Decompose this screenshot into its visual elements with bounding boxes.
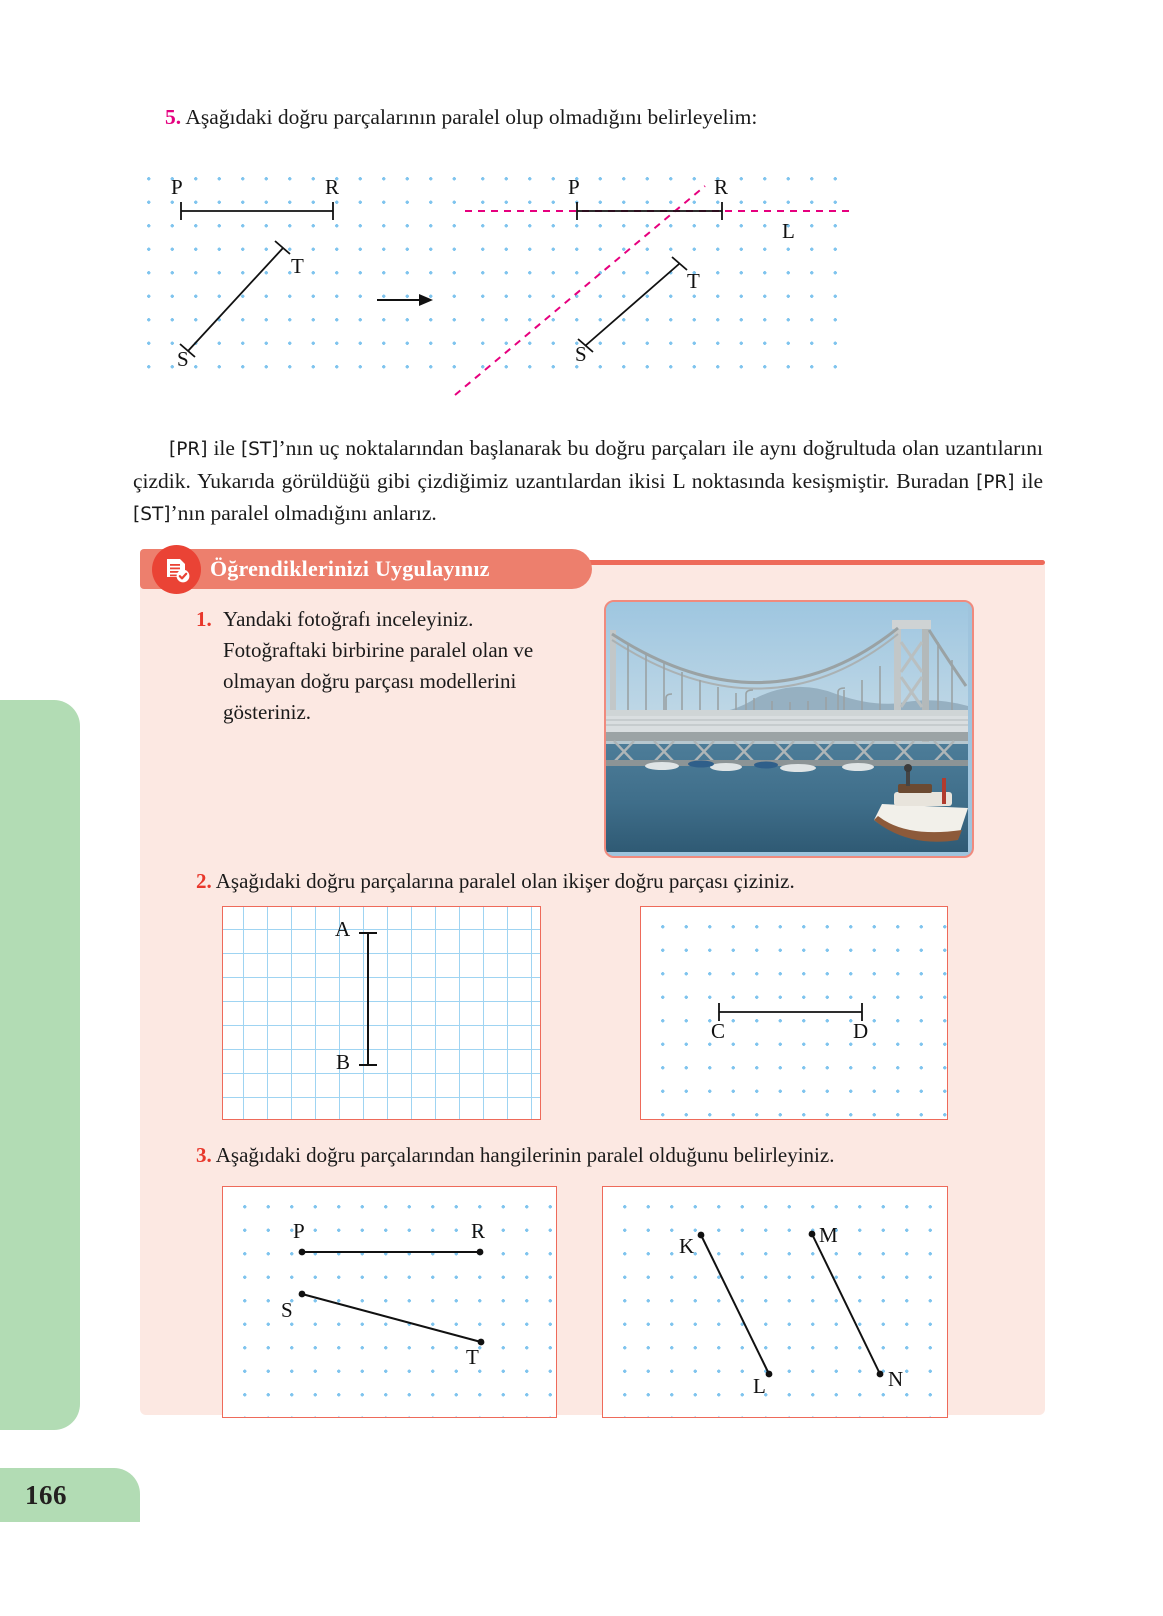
exercise-3-label-L: L xyxy=(753,1374,766,1398)
exercise-3-label-K: K xyxy=(679,1234,695,1258)
activity-item-3 xyxy=(196,1140,996,1171)
exercise-3-left-box[interactable] xyxy=(222,1186,557,1418)
suspension-bridge-photo xyxy=(604,600,974,858)
exercise-3-label-R: R xyxy=(471,1219,486,1243)
side-tab-green xyxy=(0,700,80,1430)
diagram-right-label-S: S xyxy=(575,342,587,366)
diagram-left-dotfield xyxy=(133,163,485,381)
exercise-3-label-P: P xyxy=(293,1219,305,1243)
diagram-left-label-R: R xyxy=(325,175,340,199)
diagram-left-label-P: P xyxy=(171,175,183,199)
question-5-text: Aşağıdaki doğru parçalarının paralel olup olmadığını belirleyelim: xyxy=(185,105,758,129)
explanation-paragraph xyxy=(133,432,1043,530)
exercise-2-label-B: B xyxy=(336,1050,351,1074)
segment-ab-svg xyxy=(223,907,540,1119)
paragraph-seg-pr-2: [PR] xyxy=(976,471,1015,493)
diagram-right-label-T: T xyxy=(687,269,700,293)
activity-panel-header xyxy=(140,549,592,589)
diagram-right-svg xyxy=(467,163,852,381)
exercise-2-left-box[interactable] xyxy=(222,906,541,1120)
diagram-left-label-S: S xyxy=(177,347,189,371)
activity-item-1 xyxy=(196,604,568,727)
exercise-3-right-box[interactable] xyxy=(602,1186,948,1418)
paragraph-seg-st-2: [ST] xyxy=(133,504,171,526)
diagram-right-label-L: L xyxy=(782,219,795,243)
activity-panel-title: Öğrendiklerinizi Uygulayınız xyxy=(210,556,490,581)
diagram-left-label-T: T xyxy=(291,254,304,278)
activity-item-1-text: Yandaki fotoğrafı inceleyiniz. Fotoğraftaki birbirine paralel olan ve olmayan doğru parçası modellerini gösteriniz. xyxy=(223,607,534,724)
paragraph-seg-st-1: [ST] xyxy=(240,439,279,460)
exercise-2-label-D: D xyxy=(853,1019,869,1043)
activity-item-2-text: Aşağıdaki doğru parçalarına paralel olan ikişer doğru parçası çiziniz. xyxy=(215,869,795,893)
activity-item-2 xyxy=(196,866,986,897)
diagram-right-label-R: R xyxy=(714,175,729,199)
exercise-3-label-S: S xyxy=(281,1298,293,1322)
exercise-2-label-C: C xyxy=(711,1019,726,1043)
right-arrow-icon xyxy=(375,290,435,310)
activity-item-2-number: 2. xyxy=(196,869,212,893)
exercise-2-right-box[interactable] xyxy=(640,906,948,1120)
exercise-3-label-M: M xyxy=(819,1223,838,1247)
question-5-number: 5. xyxy=(165,105,182,129)
segments-pr-st-svg xyxy=(223,1187,556,1417)
checklist-document-icon xyxy=(152,545,201,594)
paragraph-text-4: ’nın paralel olmadığını anlarız. xyxy=(170,501,437,526)
diagram-right-label-P: P xyxy=(568,175,580,199)
page-number: 166 xyxy=(25,1479,67,1510)
page-number-box xyxy=(0,1468,140,1522)
exercise-3-label-T: T xyxy=(466,1345,479,1369)
exercise-3-label-N: N xyxy=(888,1367,904,1391)
activity-item-1-number: 1. xyxy=(196,607,212,631)
paragraph-text-3: ile xyxy=(1014,468,1043,493)
activity-item-3-number: 3. xyxy=(196,1143,212,1167)
paragraph-seg-pr-1: [PR] xyxy=(169,439,208,460)
question-5-heading xyxy=(165,104,1045,132)
activity-item-3-text: Aşağıdaki doğru parçalarından hangilerinin paralel olduğunu belirleyiniz. xyxy=(215,1143,835,1167)
diagram-right-dotfield xyxy=(467,163,852,381)
paragraph-text-2: ’nın uç noktalarından başlanarak bu doğru parçaları ile aynı doğrultuda olan uzantılarını çizdik. Yukarıda görüldüğü gibi çizdiğimiz uzantılardan ikisi L noktasında kesişmiştir. Buradan xyxy=(133,436,1043,493)
exercise-2-label-A: A xyxy=(335,917,351,941)
paragraph-text-1: ile xyxy=(207,436,241,460)
segment-cd-svg xyxy=(641,907,947,1119)
